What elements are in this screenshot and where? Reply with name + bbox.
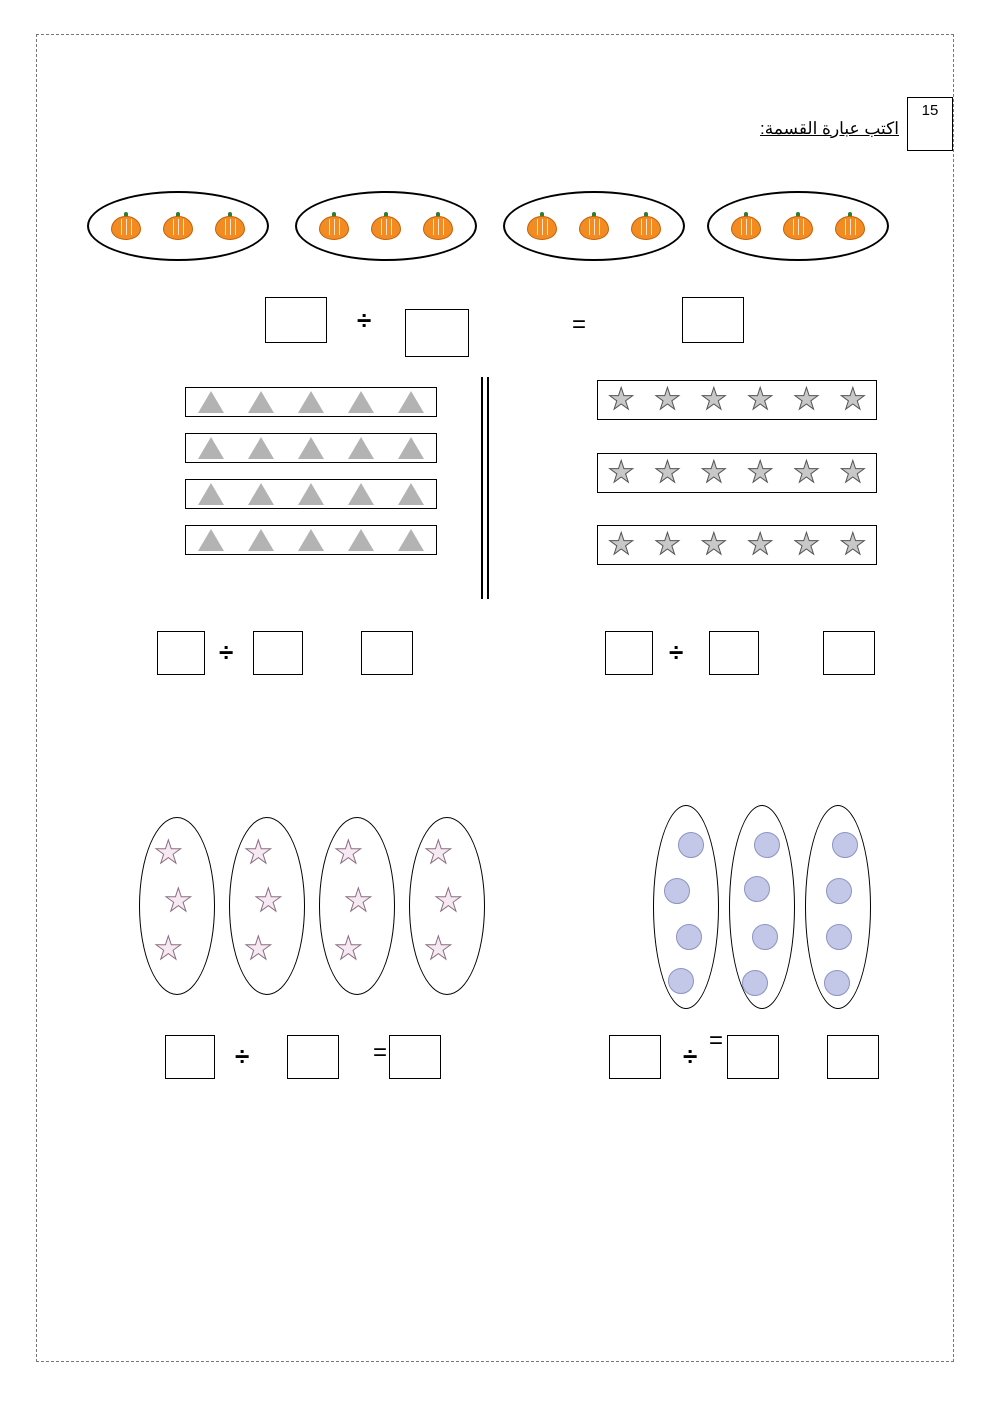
pumpkin-icon	[423, 212, 453, 240]
star-icon: ★	[746, 456, 774, 489]
circle-icon	[826, 924, 852, 950]
star-icon: ★	[164, 882, 193, 918]
star-icon: ★	[434, 882, 463, 918]
answer-box[interactable]	[405, 309, 469, 357]
star-oval-group	[409, 817, 485, 995]
pumpkin-group	[707, 191, 889, 261]
star-icon: ★	[700, 528, 728, 561]
triangle-icon	[398, 437, 424, 459]
answer-box[interactable]	[265, 297, 327, 343]
circle-icon	[676, 924, 702, 950]
star-icon: ★	[839, 456, 867, 489]
star-icon: ★	[654, 383, 681, 416]
equals-symbol: =	[373, 1039, 388, 1066]
star-icon: ★	[700, 383, 728, 416]
circle-icon	[754, 832, 780, 858]
triangle-band	[185, 479, 437, 509]
vertical-divider	[481, 377, 489, 599]
triangle-icon	[298, 391, 324, 413]
star-oval-group	[139, 817, 215, 995]
star-icon: ★	[344, 882, 373, 918]
star-icon: ★	[334, 930, 363, 966]
equals-symbol: =	[709, 1027, 724, 1054]
answer-box[interactable]	[727, 1035, 779, 1079]
circle-oval-group	[729, 805, 795, 1009]
circle-oval-group	[653, 805, 719, 1009]
triangle-icon	[298, 529, 324, 551]
circle-icon	[668, 968, 694, 994]
answer-box[interactable]	[157, 631, 205, 675]
pumpkin-icon	[215, 212, 245, 240]
answer-box[interactable]	[827, 1035, 879, 1079]
answer-box[interactable]	[287, 1035, 339, 1079]
pumpkin-groups	[37, 181, 955, 271]
star-icon: ★	[607, 383, 635, 416]
star-icon: ★	[746, 528, 774, 561]
star-icon: ★	[793, 456, 820, 489]
pumpkin-icon	[163, 212, 193, 240]
triangle-icon	[248, 483, 274, 505]
triangle-band	[185, 433, 437, 463]
star-icon: ★	[607, 528, 635, 561]
triangle-band	[185, 387, 437, 417]
star-icon: ★	[254, 882, 283, 918]
answer-box[interactable]	[823, 631, 875, 675]
answer-box[interactable]	[389, 1035, 441, 1079]
pumpkin-group	[295, 191, 477, 261]
star-icon: ★	[700, 456, 728, 489]
circle-icon	[664, 878, 690, 904]
star-icon: ★	[654, 456, 681, 489]
pumpkin-icon	[319, 212, 349, 240]
triangle-icon	[248, 391, 274, 413]
star-oval-group	[229, 817, 305, 995]
star-icon: ★	[424, 834, 453, 870]
circle-icon	[678, 832, 704, 858]
pumpkin-icon	[371, 212, 401, 240]
star-icon: ★	[654, 528, 681, 561]
star-icon: ★	[793, 383, 820, 416]
divide-symbol: ÷	[235, 1041, 250, 1071]
triangle-icon	[348, 437, 374, 459]
worksheet-header	[760, 97, 953, 151]
star-icon: ★	[244, 930, 273, 966]
triangle-icon	[198, 437, 224, 459]
answer-box[interactable]	[605, 631, 653, 675]
star-band	[597, 525, 877, 565]
circle-icon	[826, 878, 852, 904]
triangle-icon	[298, 483, 324, 505]
instruction-text: اكتب عبارة القسمة:	[760, 119, 899, 138]
pumpkin-icon	[631, 212, 661, 240]
circle-icon	[742, 970, 768, 996]
triangle-icon	[398, 483, 424, 505]
answer-box[interactable]	[361, 631, 413, 675]
worksheet-page	[36, 34, 954, 1362]
triangle-band	[185, 525, 437, 555]
star-icon: ★	[793, 528, 820, 561]
star-icon: ★	[154, 930, 183, 966]
circle-icon	[832, 832, 858, 858]
circle-icon	[824, 970, 850, 996]
star-icon: ★	[839, 383, 867, 416]
triangle-icon	[248, 437, 274, 459]
pumpkin-icon	[731, 212, 761, 240]
star-icon: ★	[607, 456, 635, 489]
star-band	[597, 453, 877, 493]
pumpkin-icon	[579, 212, 609, 240]
triangle-icon	[348, 483, 374, 505]
star-icon: ★	[244, 834, 273, 870]
triangle-icon	[348, 529, 374, 551]
pumpkin-icon	[111, 212, 141, 240]
star-icon: ★	[334, 834, 363, 870]
pumpkin-icon	[835, 212, 865, 240]
equals-symbol: =	[572, 311, 587, 338]
pumpkin-icon	[527, 212, 557, 240]
triangle-icon	[398, 529, 424, 551]
star-oval-group	[319, 817, 395, 995]
star-band	[597, 380, 877, 420]
circle-icon	[744, 876, 770, 902]
divide-symbol: ÷	[669, 637, 684, 667]
page-number: 15	[907, 97, 953, 151]
triangle-icon	[298, 437, 324, 459]
circle-oval-group	[805, 805, 871, 1009]
star-icon: ★	[154, 834, 183, 870]
triangle-icon	[198, 529, 224, 551]
answer-box[interactable]	[165, 1035, 215, 1079]
divide-symbol: ÷	[357, 305, 372, 335]
triangle-icon	[198, 391, 224, 413]
pumpkin-group	[87, 191, 269, 261]
answer-box[interactable]	[682, 297, 744, 343]
star-icon: ★	[746, 383, 774, 416]
pumpkin-icon	[783, 212, 813, 240]
answer-box[interactable]	[709, 631, 759, 675]
circle-icon	[752, 924, 778, 950]
triangle-icon	[348, 391, 374, 413]
divide-symbol: ÷	[683, 1041, 698, 1071]
triangle-icon	[248, 529, 274, 551]
answer-box[interactable]	[253, 631, 303, 675]
triangle-icon	[198, 483, 224, 505]
star-icon: ★	[839, 528, 867, 561]
answer-box[interactable]	[609, 1035, 661, 1079]
star-icon: ★	[424, 930, 453, 966]
triangle-icon	[398, 391, 424, 413]
pumpkin-group	[503, 191, 685, 261]
divide-symbol: ÷	[219, 637, 234, 667]
